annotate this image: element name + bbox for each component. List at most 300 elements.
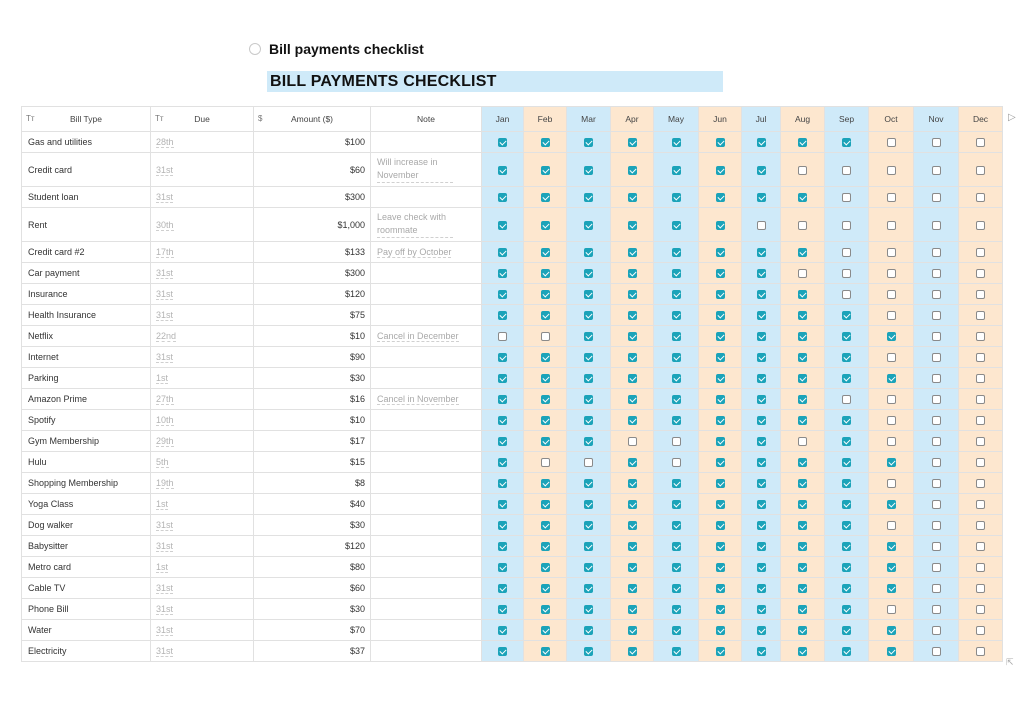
checkbox-checked[interactable] — [757, 458, 766, 467]
checkbox-checked[interactable] — [584, 416, 593, 425]
checkbox-checked[interactable] — [584, 193, 593, 202]
checkbox-checked[interactable] — [672, 626, 681, 635]
bill-type-cell[interactable]: Internet — [22, 347, 151, 368]
checkbox-checked[interactable] — [842, 605, 851, 614]
checkbox-checked[interactable] — [798, 458, 807, 467]
checkbox-unchecked[interactable] — [672, 458, 681, 467]
checkbox-checked[interactable] — [716, 584, 725, 593]
checkbox-checked[interactable] — [541, 221, 550, 230]
checkbox-checked[interactable] — [716, 563, 725, 572]
bill-type-cell[interactable]: Student loan — [22, 187, 151, 208]
checkbox-checked[interactable] — [716, 458, 725, 467]
checkbox-unchecked[interactable] — [887, 311, 896, 320]
checkbox-unchecked[interactable] — [798, 437, 807, 446]
checkbox-unchecked[interactable] — [842, 221, 851, 230]
note-cell[interactable] — [371, 242, 482, 263]
checkbox-unchecked[interactable] — [976, 584, 985, 593]
checkbox-checked[interactable] — [798, 290, 807, 299]
checkbox-checked[interactable] — [887, 542, 896, 551]
checkbox-checked[interactable] — [584, 563, 593, 572]
checkbox-unchecked[interactable] — [932, 479, 941, 488]
checkbox-checked[interactable] — [716, 416, 725, 425]
checkbox-unchecked[interactable] — [932, 416, 941, 425]
checkbox-unchecked[interactable] — [798, 269, 807, 278]
checkbox-unchecked[interactable] — [932, 166, 941, 175]
checkbox-checked[interactable] — [498, 193, 507, 202]
amount-cell[interactable]: $133 — [254, 242, 371, 263]
checkbox-checked[interactable] — [672, 193, 681, 202]
checkbox-unchecked[interactable] — [976, 248, 985, 257]
amount-cell[interactable]: $17 — [254, 431, 371, 452]
header-month-aug[interactable]: Aug — [781, 107, 825, 132]
checkbox-checked[interactable] — [628, 290, 637, 299]
checkbox-checked[interactable] — [757, 584, 766, 593]
due-cell[interactable] — [151, 578, 254, 599]
checkbox-checked[interactable] — [628, 166, 637, 175]
checkbox-checked[interactable] — [541, 521, 550, 530]
due-cell[interactable] — [151, 410, 254, 431]
checkbox-checked[interactable] — [541, 542, 550, 551]
checkbox-checked[interactable] — [757, 311, 766, 320]
checkbox-checked[interactable] — [541, 193, 550, 202]
checkbox-unchecked[interactable] — [932, 542, 941, 551]
due-cell[interactable] — [151, 132, 254, 153]
checkbox-checked[interactable] — [628, 395, 637, 404]
checkbox-checked[interactable] — [887, 584, 896, 593]
amount-cell[interactable]: $300 — [254, 263, 371, 284]
note-cell[interactable] — [371, 132, 482, 153]
checkbox-checked[interactable] — [498, 458, 507, 467]
checkbox-checked[interactable] — [628, 479, 637, 488]
checkbox-checked[interactable] — [628, 521, 637, 530]
checkbox-checked[interactable] — [798, 626, 807, 635]
checkbox-checked[interactable] — [541, 311, 550, 320]
checkbox-checked[interactable] — [541, 166, 550, 175]
checkbox-unchecked[interactable] — [976, 605, 985, 614]
checkbox-checked[interactable] — [541, 248, 550, 257]
checkbox-checked[interactable] — [628, 269, 637, 278]
checkbox-checked[interactable] — [716, 193, 725, 202]
checkbox-checked[interactable] — [716, 542, 725, 551]
checkbox-checked[interactable] — [541, 647, 550, 656]
checkbox-checked[interactable] — [541, 290, 550, 299]
checkbox-checked[interactable] — [584, 584, 593, 593]
checkbox-checked[interactable] — [584, 647, 593, 656]
checkbox-checked[interactable] — [541, 626, 550, 635]
bill-type-cell[interactable]: Netflix — [22, 326, 151, 347]
bill-type-cell[interactable]: Water — [22, 620, 151, 641]
checkbox-checked[interactable] — [716, 479, 725, 488]
checkbox-checked[interactable] — [541, 563, 550, 572]
checkbox-unchecked[interactable] — [976, 332, 985, 341]
checkbox-checked[interactable] — [716, 290, 725, 299]
checkbox-unchecked[interactable] — [798, 166, 807, 175]
checkbox-unchecked[interactable] — [498, 332, 507, 341]
checkbox-checked[interactable] — [757, 248, 766, 257]
checkbox-unchecked[interactable] — [842, 395, 851, 404]
checkbox-checked[interactable] — [757, 647, 766, 656]
checkbox-checked[interactable] — [757, 521, 766, 530]
checkbox-checked[interactable] — [716, 500, 725, 509]
checkbox-checked[interactable] — [672, 521, 681, 530]
checkbox-checked[interactable] — [887, 458, 896, 467]
checkbox-unchecked[interactable] — [976, 290, 985, 299]
checkbox-checked[interactable] — [757, 332, 766, 341]
header-month-dec[interactable]: Dec — [959, 107, 1003, 132]
amount-cell[interactable]: $75 — [254, 305, 371, 326]
note-cell[interactable] — [371, 187, 482, 208]
checkbox-checked[interactable] — [798, 374, 807, 383]
checkbox-checked[interactable] — [584, 290, 593, 299]
bill-type-cell[interactable]: Babysitter — [22, 536, 151, 557]
checkbox-checked[interactable] — [798, 395, 807, 404]
checkbox-checked[interactable] — [842, 647, 851, 656]
checkbox-checked[interactable] — [541, 138, 550, 147]
checkbox-checked[interactable] — [672, 269, 681, 278]
checkbox-checked[interactable] — [672, 605, 681, 614]
checkbox-checked[interactable] — [584, 500, 593, 509]
checkbox-checked[interactable] — [541, 353, 550, 362]
checkbox-checked[interactable] — [498, 584, 507, 593]
checkbox-checked[interactable] — [798, 563, 807, 572]
due-cell[interactable] — [151, 431, 254, 452]
checkbox-checked[interactable] — [842, 479, 851, 488]
checkbox-checked[interactable] — [842, 458, 851, 467]
amount-cell[interactable]: $30 — [254, 368, 371, 389]
checkbox-checked[interactable] — [541, 479, 550, 488]
checkbox-unchecked[interactable] — [976, 458, 985, 467]
checkbox-unchecked[interactable] — [887, 269, 896, 278]
checkbox-unchecked[interactable] — [842, 248, 851, 257]
checkbox-checked[interactable] — [757, 290, 766, 299]
note-cell[interactable] — [371, 557, 482, 578]
checkbox-unchecked[interactable] — [887, 395, 896, 404]
checkbox-unchecked[interactable] — [976, 500, 985, 509]
due-cell[interactable] — [151, 599, 254, 620]
checkbox-unchecked[interactable] — [976, 221, 985, 230]
checkbox-checked[interactable] — [798, 193, 807, 202]
header-month-jul[interactable]: Jul — [742, 107, 781, 132]
due-cell[interactable] — [151, 242, 254, 263]
checkbox-checked[interactable] — [672, 311, 681, 320]
amount-cell[interactable]: $80 — [254, 557, 371, 578]
checkbox-checked[interactable] — [498, 416, 507, 425]
checkbox-checked[interactable] — [498, 353, 507, 362]
checkbox-unchecked[interactable] — [976, 416, 985, 425]
checkbox-checked[interactable] — [628, 500, 637, 509]
checkbox-checked[interactable] — [887, 500, 896, 509]
checkbox-checked[interactable] — [842, 584, 851, 593]
checkbox-checked[interactable] — [541, 437, 550, 446]
checkbox-checked[interactable] — [672, 395, 681, 404]
checkbox-checked[interactable] — [842, 374, 851, 383]
checkbox-checked[interactable] — [887, 374, 896, 383]
checkbox-unchecked[interactable] — [887, 605, 896, 614]
checkbox-unchecked[interactable] — [842, 166, 851, 175]
checkbox-unchecked[interactable] — [932, 311, 941, 320]
checkbox-checked[interactable] — [498, 138, 507, 147]
header-month-apr[interactable]: Apr — [611, 107, 654, 132]
checkbox-unchecked[interactable] — [976, 647, 985, 656]
note-cell[interactable] — [371, 578, 482, 599]
checkbox-checked[interactable] — [842, 500, 851, 509]
checkbox-unchecked[interactable] — [932, 500, 941, 509]
checkbox-checked[interactable] — [498, 166, 507, 175]
checkbox-unchecked[interactable] — [932, 605, 941, 614]
checkbox-checked[interactable] — [498, 479, 507, 488]
checkbox-checked[interactable] — [842, 138, 851, 147]
note-cell[interactable] — [371, 326, 482, 347]
checkbox-checked[interactable] — [842, 563, 851, 572]
checkbox-checked[interactable] — [672, 166, 681, 175]
checkbox-checked[interactable] — [798, 647, 807, 656]
amount-cell[interactable]: $40 — [254, 494, 371, 515]
checkbox-checked[interactable] — [672, 290, 681, 299]
header-month-sep[interactable]: Sep — [825, 107, 869, 132]
checkbox-checked[interactable] — [672, 647, 681, 656]
due-cell[interactable] — [151, 284, 254, 305]
note-cell[interactable] — [371, 599, 482, 620]
note-cell[interactable] — [371, 452, 482, 473]
checkbox-checked[interactable] — [716, 626, 725, 635]
checkbox-unchecked[interactable] — [976, 353, 985, 362]
checkbox-checked[interactable] — [757, 193, 766, 202]
amount-cell[interactable]: $8 — [254, 473, 371, 494]
note-cell[interactable] — [371, 641, 482, 662]
bill-type-cell[interactable]: Credit card — [22, 153, 151, 187]
checkbox-unchecked[interactable] — [932, 563, 941, 572]
checkbox-unchecked[interactable] — [932, 332, 941, 341]
checkbox-checked[interactable] — [628, 584, 637, 593]
due-cell[interactable] — [151, 153, 254, 187]
checkbox-checked[interactable] — [757, 437, 766, 446]
checkbox-unchecked[interactable] — [887, 416, 896, 425]
bill-type-cell[interactable]: Yoga Class — [22, 494, 151, 515]
checkbox-checked[interactable] — [757, 605, 766, 614]
amount-cell[interactable]: $16 — [254, 389, 371, 410]
checkbox-checked[interactable] — [842, 353, 851, 362]
amount-cell[interactable]: $30 — [254, 515, 371, 536]
note-cell[interactable] — [371, 473, 482, 494]
checkbox-unchecked[interactable] — [932, 221, 941, 230]
checkbox-checked[interactable] — [584, 332, 593, 341]
checkbox-checked[interactable] — [628, 416, 637, 425]
checkbox-unchecked[interactable] — [976, 138, 985, 147]
checkbox-checked[interactable] — [672, 500, 681, 509]
checkbox-checked[interactable] — [798, 542, 807, 551]
checkbox-unchecked[interactable] — [976, 374, 985, 383]
checkbox-checked[interactable] — [798, 479, 807, 488]
checkbox-checked[interactable] — [584, 626, 593, 635]
checkbox-unchecked[interactable] — [932, 353, 941, 362]
checkbox-checked[interactable] — [584, 395, 593, 404]
checkbox-checked[interactable] — [716, 332, 725, 341]
checkbox-checked[interactable] — [541, 269, 550, 278]
checkbox-checked[interactable] — [628, 193, 637, 202]
note-cell[interactable] — [371, 536, 482, 557]
checkbox-unchecked[interactable] — [976, 311, 985, 320]
checkbox-checked[interactable] — [798, 416, 807, 425]
note-cell[interactable] — [371, 208, 482, 242]
amount-cell[interactable]: $300 — [254, 187, 371, 208]
checkbox-unchecked[interactable] — [887, 521, 896, 530]
checkbox-unchecked[interactable] — [976, 542, 985, 551]
checkbox-checked[interactable] — [716, 353, 725, 362]
checkbox-checked[interactable] — [628, 311, 637, 320]
header-month-nov[interactable]: Nov — [914, 107, 959, 132]
checkbox-unchecked[interactable] — [976, 395, 985, 404]
checkbox-unchecked[interactable] — [932, 374, 941, 383]
amount-cell[interactable]: $1,000 — [254, 208, 371, 242]
checkbox-unchecked[interactable] — [541, 458, 550, 467]
header-month-feb[interactable]: Feb — [524, 107, 567, 132]
header-bill-type[interactable]: Tт Bill Type — [22, 107, 151, 132]
due-cell[interactable] — [151, 208, 254, 242]
checkbox-checked[interactable] — [672, 221, 681, 230]
note-cell[interactable] — [371, 431, 482, 452]
checkbox-unchecked[interactable] — [584, 458, 593, 467]
checkbox-checked[interactable] — [672, 248, 681, 257]
note-cell[interactable] — [371, 410, 482, 431]
checkbox-checked[interactable] — [716, 166, 725, 175]
checkbox-checked[interactable] — [757, 626, 766, 635]
amount-cell[interactable]: $37 — [254, 641, 371, 662]
bill-type-cell[interactable]: Hulu — [22, 452, 151, 473]
checkbox-checked[interactable] — [842, 332, 851, 341]
checkbox-checked[interactable] — [498, 437, 507, 446]
checkbox-unchecked[interactable] — [976, 193, 985, 202]
checkbox-unchecked[interactable] — [887, 290, 896, 299]
checkbox-unchecked[interactable] — [976, 479, 985, 488]
checkbox-checked[interactable] — [541, 374, 550, 383]
due-cell[interactable] — [151, 326, 254, 347]
due-cell[interactable] — [151, 494, 254, 515]
checkbox-checked[interactable] — [628, 626, 637, 635]
due-cell[interactable] — [151, 187, 254, 208]
checkbox-checked[interactable] — [842, 542, 851, 551]
checkbox-checked[interactable] — [757, 563, 766, 572]
checkbox-unchecked[interactable] — [932, 458, 941, 467]
checkbox-checked[interactable] — [584, 353, 593, 362]
checkbox-checked[interactable] — [628, 605, 637, 614]
checkbox-checked[interactable] — [584, 605, 593, 614]
checkbox-checked[interactable] — [757, 395, 766, 404]
checkbox-checked[interactable] — [584, 248, 593, 257]
bill-type-cell[interactable]: Dog walker — [22, 515, 151, 536]
amount-cell[interactable]: $120 — [254, 536, 371, 557]
checkbox-checked[interactable] — [757, 269, 766, 278]
checkbox-checked[interactable] — [541, 584, 550, 593]
checkbox-checked[interactable] — [887, 647, 896, 656]
checkbox-checked[interactable] — [798, 521, 807, 530]
checkbox-checked[interactable] — [798, 605, 807, 614]
checkbox-checked[interactable] — [887, 332, 896, 341]
checkbox-checked[interactable] — [716, 647, 725, 656]
header-month-oct[interactable]: Oct — [869, 107, 914, 132]
bill-type-cell[interactable]: Car payment — [22, 263, 151, 284]
checkbox-checked[interactable] — [628, 374, 637, 383]
checkbox-checked[interactable] — [584, 542, 593, 551]
checkbox-unchecked[interactable] — [887, 248, 896, 257]
checkbox-checked[interactable] — [672, 374, 681, 383]
checkbox-checked[interactable] — [498, 248, 507, 257]
checkbox-unchecked[interactable] — [932, 437, 941, 446]
checkbox-checked[interactable] — [798, 584, 807, 593]
checkbox-unchecked[interactable] — [932, 647, 941, 656]
note-cell[interactable] — [371, 153, 482, 187]
due-cell[interactable] — [151, 473, 254, 494]
amount-cell[interactable]: $70 — [254, 620, 371, 641]
checkbox-unchecked[interactable] — [887, 166, 896, 175]
bill-type-cell[interactable]: Gas and utilities — [22, 132, 151, 153]
checkbox-checked[interactable] — [798, 248, 807, 257]
checkbox-checked[interactable] — [584, 437, 593, 446]
due-cell[interactable] — [151, 557, 254, 578]
checkbox-unchecked[interactable] — [932, 248, 941, 257]
bill-type-cell[interactable]: Phone Bill — [22, 599, 151, 620]
note-cell[interactable] — [371, 284, 482, 305]
checkbox-checked[interactable] — [584, 521, 593, 530]
checkbox-checked[interactable] — [672, 542, 681, 551]
checkbox-checked[interactable] — [672, 353, 681, 362]
checkbox-checked[interactable] — [672, 563, 681, 572]
checkbox-unchecked[interactable] — [976, 437, 985, 446]
checkbox-checked[interactable] — [798, 332, 807, 341]
checkbox-checked[interactable] — [541, 500, 550, 509]
checkbox-unchecked[interactable] — [932, 193, 941, 202]
bill-type-cell[interactable]: Electricity — [22, 641, 151, 662]
checkbox-checked[interactable] — [584, 166, 593, 175]
checkbox-unchecked[interactable] — [842, 290, 851, 299]
checkbox-unchecked[interactable] — [932, 584, 941, 593]
bill-type-cell[interactable]: Gym Membership — [22, 431, 151, 452]
checkbox-unchecked[interactable] — [976, 521, 985, 530]
checkbox-unchecked[interactable] — [976, 269, 985, 278]
due-cell[interactable] — [151, 347, 254, 368]
amount-cell[interactable]: $10 — [254, 326, 371, 347]
header-month-jun[interactable]: Jun — [699, 107, 742, 132]
checkbox-unchecked[interactable] — [932, 290, 941, 299]
bill-type-cell[interactable]: Rent — [22, 208, 151, 242]
due-cell[interactable] — [151, 452, 254, 473]
amount-cell[interactable]: $90 — [254, 347, 371, 368]
checkbox-checked[interactable] — [498, 500, 507, 509]
checkbox-checked[interactable] — [628, 542, 637, 551]
due-cell[interactable] — [151, 536, 254, 557]
checkbox-checked[interactable] — [584, 374, 593, 383]
checkbox-checked[interactable] — [842, 416, 851, 425]
checkbox-checked[interactable] — [672, 416, 681, 425]
checkbox-checked[interactable] — [887, 563, 896, 572]
note-cell[interactable] — [371, 305, 482, 326]
checkbox-checked[interactable] — [842, 521, 851, 530]
checkbox-checked[interactable] — [498, 521, 507, 530]
note-cell[interactable] — [371, 494, 482, 515]
checkbox-checked[interactable] — [498, 269, 507, 278]
amount-cell[interactable]: $10 — [254, 410, 371, 431]
checkbox-checked[interactable] — [498, 395, 507, 404]
checkbox-unchecked[interactable] — [932, 395, 941, 404]
checkbox-checked[interactable] — [541, 395, 550, 404]
amount-cell[interactable]: $15 — [254, 452, 371, 473]
checkbox-checked[interactable] — [757, 374, 766, 383]
checkbox-checked[interactable] — [757, 138, 766, 147]
checkbox-checked[interactable] — [716, 521, 725, 530]
expand-columns-icon[interactable]: ▷ — [1008, 112, 1016, 123]
bill-type-cell[interactable]: Cable TV — [22, 578, 151, 599]
checkbox-checked[interactable] — [498, 647, 507, 656]
checkbox-checked[interactable] — [584, 311, 593, 320]
